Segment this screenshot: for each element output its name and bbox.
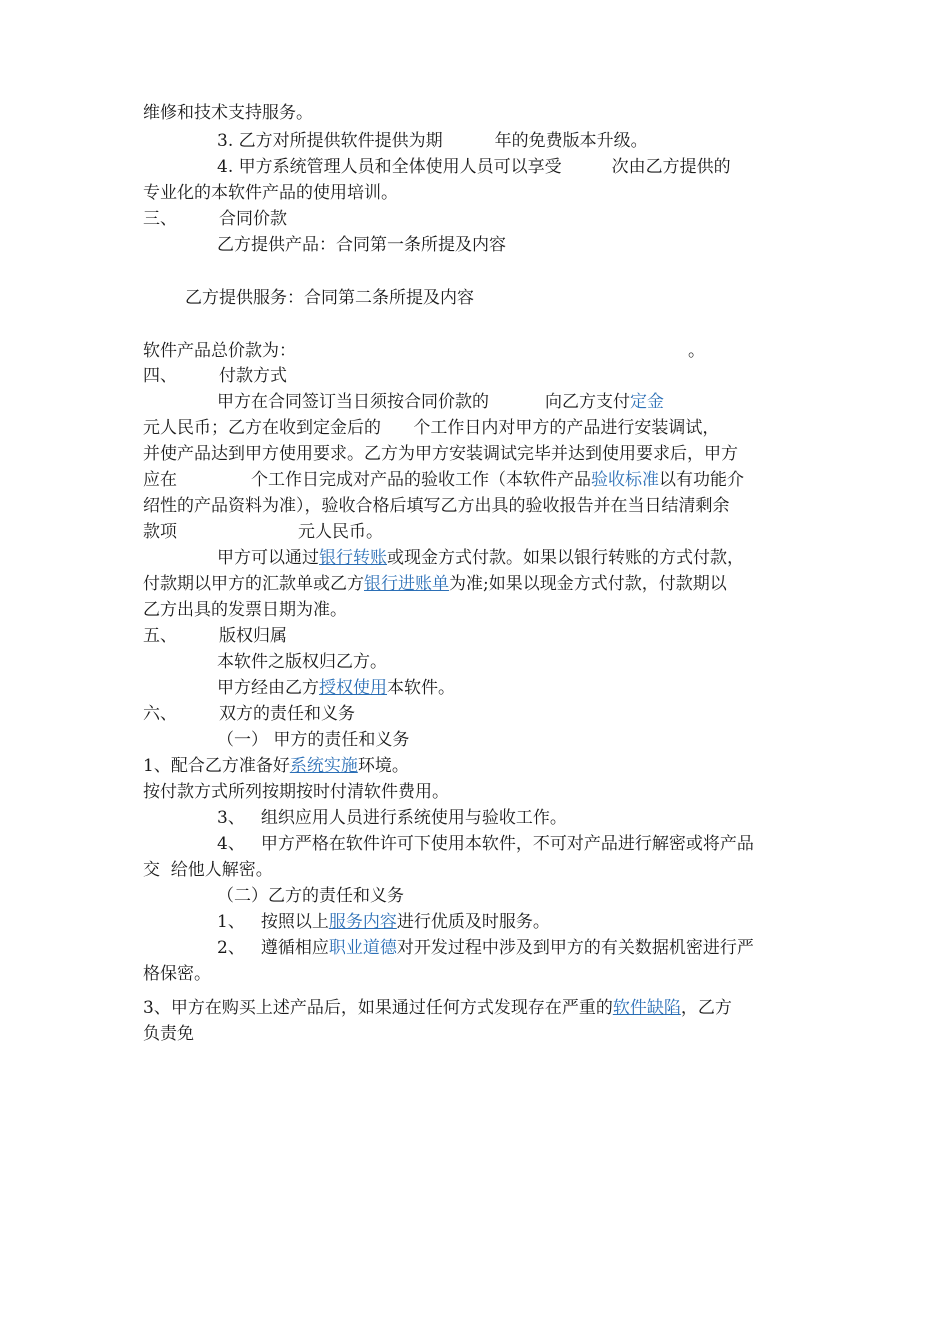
text-span: 1、配合乙方准备好 bbox=[143, 756, 290, 776]
text-line: 维修和技术支持服务。 bbox=[143, 103, 313, 123]
text-span: 甲方严格在软件许可下使用本软件，不可对产品进行解密或将产品 bbox=[260, 834, 754, 854]
text-span: 甲方可以通过 bbox=[217, 548, 319, 568]
section-number: 五、 bbox=[143, 626, 177, 646]
subsection-heading-1: （一） 甲方的责任和义务 bbox=[217, 730, 410, 750]
text-span: 付款期以甲方的汇款单或乙方 bbox=[143, 574, 364, 594]
section-title: 版权归属 bbox=[219, 626, 287, 646]
text-line bbox=[143, 996, 732, 1020]
text-line: 格保密。 bbox=[143, 964, 211, 984]
text-span: 次由乙方提供的 bbox=[611, 157, 731, 177]
text-line bbox=[143, 468, 744, 492]
text-line: 专业化的本软件产品的使用培训。 bbox=[143, 183, 398, 203]
text-line: 按付款方式所列按期按时付清软件费用。 bbox=[143, 782, 449, 802]
link-system-implementation[interactable]: 系统实施 bbox=[289, 756, 358, 776]
text-line: 乙方提供服务：合同第二条所提及内容 bbox=[185, 288, 474, 308]
text-span: ，乙方 bbox=[680, 998, 732, 1018]
text-span: 款项 bbox=[143, 522, 177, 542]
text-span: 进行优质及时服务。 bbox=[396, 912, 550, 932]
text-span: 3、甲方在购买上述产品后，如果通过任何方式发现存在严重的 bbox=[143, 998, 613, 1018]
text-line bbox=[217, 676, 455, 700]
text-line: 交 给他人解密。 bbox=[143, 860, 273, 880]
section-heading-4 bbox=[143, 364, 287, 388]
clause-item-3 bbox=[217, 129, 648, 153]
section-heading-5 bbox=[143, 624, 287, 648]
text-span: 为准;如果以现金方式付款，付款期以 bbox=[449, 574, 727, 594]
text-line bbox=[143, 520, 383, 544]
link-bank-receipt[interactable]: 银行进账单 bbox=[364, 574, 449, 594]
text-span: 3. 乙方对所提供软件提供为期 bbox=[217, 131, 443, 151]
text-line bbox=[217, 546, 744, 570]
text-line: 乙方提供产品：合同第一条所提及内容 bbox=[217, 235, 506, 255]
text-line: 并使产品达到甲方使用要求。乙方为甲方安装调试完毕并达到使用要求后，甲方 bbox=[143, 444, 738, 464]
total-price-line bbox=[143, 339, 705, 363]
text-span: 环境。 bbox=[357, 756, 409, 776]
text-span: 甲方在合同签订当日须按合同价款的 bbox=[217, 392, 489, 412]
text-span: 4. 甲方系统管理人员和全体使用人员可以享受 bbox=[217, 157, 562, 177]
section-title: 合同价款 bbox=[219, 209, 287, 229]
text-line bbox=[217, 390, 664, 414]
text-span: 个工作日完成对产品的验收工作（本软件产品 bbox=[251, 470, 591, 490]
text-line: 负责免 bbox=[143, 1024, 194, 1044]
text-line: 本软件之版权归乙方。 bbox=[217, 652, 387, 672]
link-software-defect[interactable]: 软件缺陷 bbox=[612, 998, 681, 1018]
text-span: 应在 bbox=[143, 470, 177, 490]
text-span: 以有功能介 bbox=[659, 470, 744, 490]
section-title: 付款方式 bbox=[219, 366, 287, 386]
text-span: 按照以上 bbox=[260, 912, 329, 932]
text-line bbox=[217, 832, 754, 856]
text-line bbox=[143, 754, 409, 778]
text-span: 本软件。 bbox=[387, 678, 455, 698]
text-line bbox=[143, 572, 727, 596]
link-service-content[interactable]: 服务内容 bbox=[328, 912, 397, 932]
link-authorized-use[interactable]: 授权使用 bbox=[319, 678, 387, 698]
section-number: 六、 bbox=[143, 704, 177, 724]
text-span: 。 bbox=[688, 341, 705, 361]
link-professional-ethics[interactable]: 职业道德 bbox=[328, 938, 397, 958]
text-line bbox=[217, 806, 567, 830]
section-heading-3 bbox=[143, 207, 287, 231]
text-line bbox=[217, 910, 550, 934]
text-span: 软件产品总价款为： bbox=[143, 341, 296, 361]
text-span: 元人民币。 bbox=[298, 522, 383, 542]
link-acceptance-standard[interactable]: 验收标准 bbox=[591, 470, 659, 490]
text-span: 组织应用人员进行系统使用与验收工作。 bbox=[260, 808, 567, 828]
item-number: 1、 bbox=[217, 912, 245, 932]
text-line: 绍性的产品资料为准），验收合格后填写乙方出具的验收报告并在当日结清剩余 bbox=[143, 496, 730, 516]
text-line: 元人民币；乙方在收到定金后的 个工作日内对甲方的产品进行安装调试， bbox=[143, 418, 720, 438]
item-number: 2、 bbox=[217, 938, 245, 958]
text-span: 对开发过程中涉及到甲方的有关数据机密进行严 bbox=[396, 938, 754, 958]
item-number: 3、 bbox=[217, 808, 245, 828]
link-bank-transfer[interactable]: 银行转账 bbox=[319, 548, 387, 568]
section-title: 双方的责任和义务 bbox=[219, 704, 355, 724]
section-number: 三、 bbox=[143, 209, 177, 229]
text-span: 遵循相应 bbox=[260, 938, 329, 958]
section-heading-6 bbox=[143, 702, 355, 726]
clause-item-4 bbox=[217, 155, 731, 179]
text-span: 甲方经由乙方 bbox=[217, 678, 319, 698]
text-span: 或现金方式付款。如果以银行转账的方式付款， bbox=[387, 548, 744, 568]
link-deposit[interactable]: 定金 bbox=[630, 392, 664, 412]
text-line bbox=[217, 936, 754, 960]
text-span: 年的免费版本升级。 bbox=[494, 131, 648, 151]
text-span: 向乙方支付 bbox=[545, 392, 630, 412]
text-line: 乙方出具的发票日期为准。 bbox=[143, 600, 347, 620]
subsection-heading-2: （二）乙方的责任和义务 bbox=[217, 886, 404, 906]
section-number: 四、 bbox=[143, 366, 177, 386]
item-number: 4、 bbox=[217, 834, 245, 854]
